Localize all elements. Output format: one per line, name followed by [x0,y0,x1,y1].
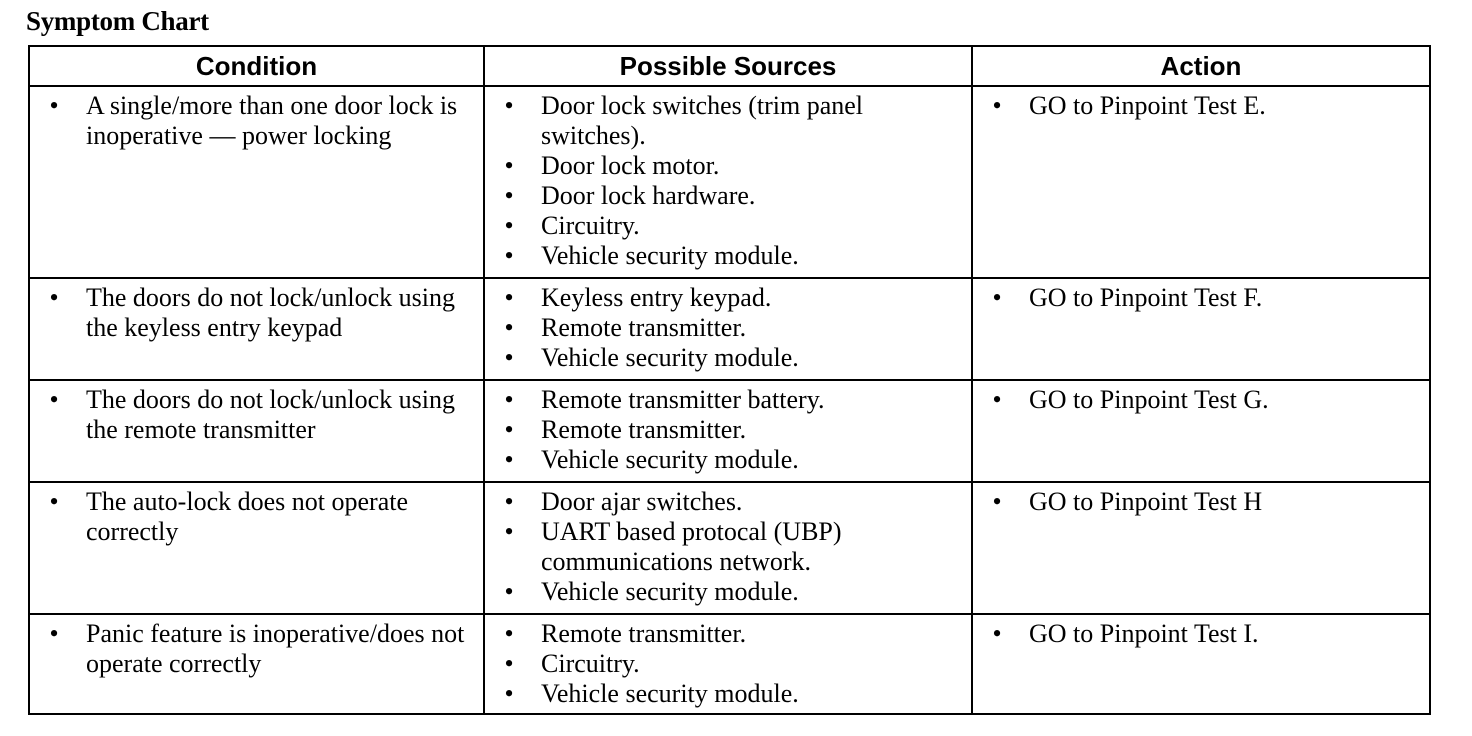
action-item [973,283,1421,313]
source-text: Vehicle security module. [541,679,799,708]
table-row [29,278,1430,380]
bullet-icon: • [504,649,514,678]
action-text: GO to Pinpoint Test G. [1029,385,1269,414]
source-text: Remote transmitter. [541,619,747,648]
bullet-icon: • [504,577,514,606]
condition-text: The doors do not lock/unlock using the remote transmitter [86,385,456,444]
bullet-icon: • [992,283,1002,312]
bullet-icon: • [504,241,514,270]
condition-column-header: Condition [29,46,484,86]
action-item [973,487,1421,517]
bullet-icon: • [504,487,514,516]
bullet-icon: • [504,619,514,648]
source-item [485,445,963,475]
table-row [29,482,1430,614]
action-column-header: Action [972,46,1430,86]
source-item [485,283,963,313]
sources-cell [484,380,972,482]
condition-cell [29,482,484,614]
condition-text: Panic feature is inoperative/does not operate correctly [86,619,465,678]
source-text: Vehicle security module. [541,445,799,474]
bullet-icon: • [992,385,1002,414]
bullet-icon: • [504,445,514,474]
action-cell [972,482,1430,614]
action-text: GO to Pinpoint Test I. [1029,619,1259,648]
bullet-icon: • [504,343,514,372]
source-item [485,577,963,607]
sources-column-header: Possible Sources [484,46,972,86]
condition-item [30,619,475,679]
table-row [29,614,1430,714]
condition-item [30,385,475,445]
action-text: GO to Pinpoint Test E. [1029,91,1266,120]
bullet-icon: • [504,517,514,546]
source-text: Remote transmitter battery. [541,385,825,414]
source-item [485,241,963,271]
action-cell [972,614,1430,714]
source-item [485,343,963,373]
condition-item [30,487,475,547]
bullet-icon: • [504,283,514,312]
source-item [485,313,963,343]
table-row [29,86,1430,278]
action-cell [972,380,1430,482]
source-text: Circuitry. [541,649,640,678]
condition-cell [29,614,484,714]
condition-cell [29,278,484,380]
source-text: Door lock hardware. [541,181,756,210]
action-item [973,91,1421,121]
condition-cell [29,86,484,278]
bullet-icon: • [504,151,514,180]
bullet-icon: • [504,679,514,708]
source-text: UART based protocal (UBP) communications network. [541,517,842,576]
condition-item [30,91,475,151]
source-text: Vehicle security module. [541,241,799,270]
sources-cell [484,482,972,614]
symptom-table [28,45,1431,715]
source-text: Door ajar switches. [541,487,743,516]
source-item [485,151,963,181]
action-text: GO to Pinpoint Test H [1029,487,1263,516]
table-header-row [29,46,1430,86]
source-item [485,385,963,415]
source-text: Circuitry. [541,211,640,240]
bullet-icon: • [504,313,514,342]
bullet-icon: • [992,91,1002,120]
condition-text: The doors do not lock/unlock using the keyless entry keypad [86,283,456,342]
bullet-icon: • [504,91,514,120]
table-row [29,380,1430,482]
action-item [973,619,1421,649]
condition-text: The auto-lock does not operate correctly [86,487,408,546]
bullet-icon: • [992,487,1002,516]
bullet-icon: • [49,487,59,516]
page-title: Symptom Chart [26,6,209,36]
bullet-icon: • [504,181,514,210]
source-text: Vehicle security module. [541,343,799,372]
source-item [485,415,963,445]
condition-text: A single/more than one door lock is inoperative — power locking [86,91,458,150]
source-item [485,91,963,151]
action-item [973,385,1421,415]
source-item [485,619,963,649]
bullet-icon: • [49,385,59,414]
bullet-icon: • [992,619,1002,648]
action-cell [972,278,1430,380]
source-text: Remote transmitter. [541,415,747,444]
action-text: GO to Pinpoint Test F. [1029,283,1263,312]
source-item [485,487,963,517]
bullet-icon: • [49,283,59,312]
action-cell [972,86,1430,278]
bullet-icon: • [504,385,514,414]
source-item [485,517,963,577]
source-text: Vehicle security module. [541,577,799,606]
condition-cell [29,380,484,482]
bullet-icon: • [49,619,59,648]
source-item [485,679,963,709]
source-text: Door lock switches (trim panel switches). [541,91,864,150]
source-item [485,211,963,241]
condition-item [30,283,475,343]
source-text: Door lock motor. [541,151,720,180]
sources-cell [484,86,972,278]
sources-cell [484,614,972,714]
source-item [485,181,963,211]
source-text: Keyless entry keypad. [541,283,772,312]
bullet-icon: • [504,415,514,444]
source-item [485,649,963,679]
source-text: Remote transmitter. [541,313,747,342]
bullet-icon: • [504,211,514,240]
sources-cell [484,278,972,380]
bullet-icon: • [49,91,59,120]
